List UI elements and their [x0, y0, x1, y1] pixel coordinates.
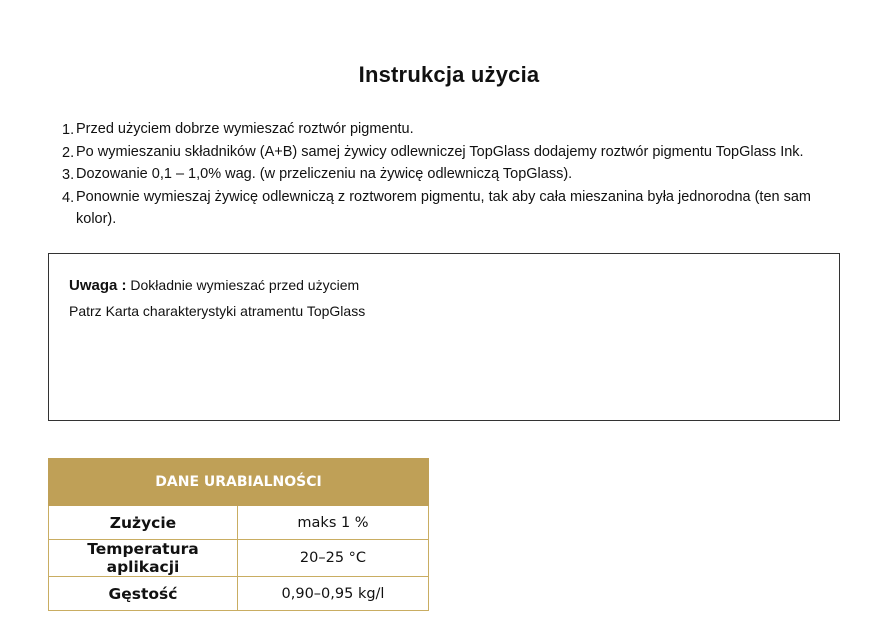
instructions-list	[62, 118, 842, 231]
instruction-item	[62, 118, 842, 141]
param-value: 20–25 °C	[238, 540, 429, 577]
param-label: Gęstość	[49, 577, 238, 611]
instruction-item	[62, 163, 842, 186]
table-row	[49, 577, 429, 611]
param-value: maks 1 %	[238, 506, 429, 540]
instruction-text: Po wymieszaniu składników (A+B) samej żywicy odlewniczej TopGlass dodajemy roztwór pigmentu TopGlass Ink.	[76, 143, 804, 160]
instruction-item	[62, 141, 842, 164]
note-box	[48, 253, 840, 421]
instruction-item	[62, 186, 842, 231]
instruction-text: Dozowanie 0,1 – 1,0% wag. (w przeliczeniu na żywicę odlewniczą TopGlass).	[76, 166, 573, 182]
note-line	[69, 277, 359, 294]
table-header-row	[49, 459, 429, 506]
param-label: Temperatura aplikacji	[49, 540, 238, 577]
instruction-number: 3.	[62, 167, 75, 183]
page-title: Instrukcja użycia	[358, 62, 540, 87]
instruction-number: 1.	[62, 122, 75, 138]
instruction-number: 4.	[62, 189, 75, 206]
table-row	[49, 506, 429, 540]
param-label: Zużycie	[49, 506, 238, 540]
param-value: 0,90–0,95 kg/l	[238, 577, 429, 611]
instruction-number: 2.	[62, 144, 75, 161]
note-reference: Patrz Karta charakterystyki atramentu TopGlass	[69, 303, 366, 319]
processing-data-table	[48, 458, 429, 611]
table-row	[49, 540, 429, 577]
note-label: Uwaga :	[69, 277, 127, 294]
instruction-text: Ponownie wymieszaj żywicę odlewniczą z roztworem pigmentu, tak aby cała mieszanina była jednorodna (ten sam kolor).	[76, 188, 812, 227]
note-text: Dokładnie wymieszać przed użyciem	[126, 277, 360, 293]
instruction-text: Przed użyciem dobrze wymieszać roztwór pigmentu.	[76, 121, 414, 137]
table-header: DANE URABIALNOŚCI	[49, 459, 429, 506]
